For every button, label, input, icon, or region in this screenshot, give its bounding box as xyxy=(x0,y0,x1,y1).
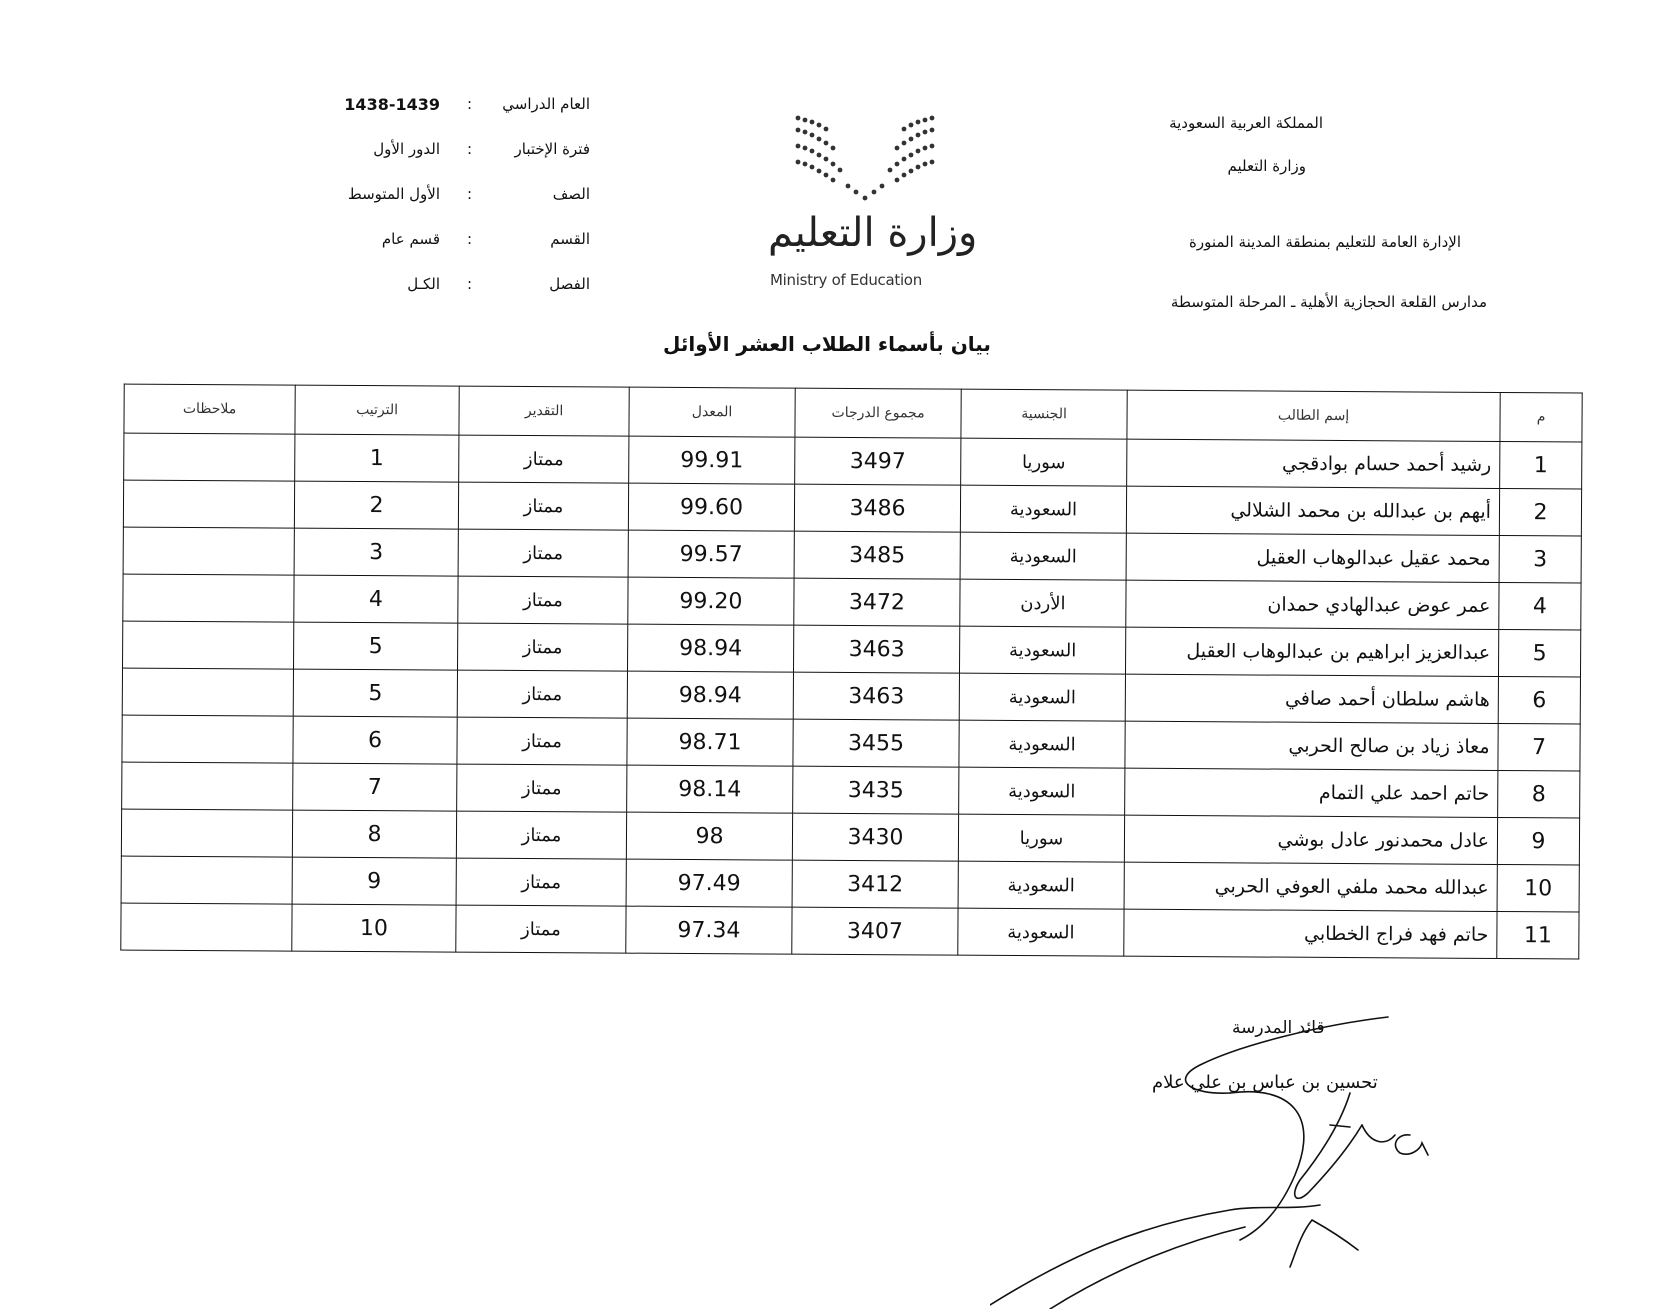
cell-student-name: حاتم فهد فراج الخطابي xyxy=(1124,909,1497,958)
cell-rank: 5 xyxy=(293,669,457,717)
info-value: 1438-1439 xyxy=(344,95,440,114)
cell-number: 6 xyxy=(1498,676,1580,724)
header-notes: ملاحظات xyxy=(124,384,295,434)
cell-rank: 2 xyxy=(294,481,458,529)
cell-total-marks: 3407 xyxy=(792,907,958,955)
cell-notes xyxy=(124,433,295,481)
cell-notes xyxy=(122,762,293,810)
cell-average: 97.34 xyxy=(626,906,792,954)
table-header-row xyxy=(124,384,1582,442)
cell-number: 9 xyxy=(1497,817,1579,865)
cell-notes xyxy=(121,809,292,857)
cell-nationality: السعودية xyxy=(960,532,1126,580)
logo-arabic-text: وزارة التعليم xyxy=(768,210,978,256)
cell-average: 97.49 xyxy=(626,859,792,907)
cell-average: 99.20 xyxy=(628,577,794,625)
cell-total-marks: 3497 xyxy=(795,437,961,485)
cell-student-name: عادل محمدنور عادل بوشي xyxy=(1124,815,1497,864)
info-label: الفصل xyxy=(549,275,590,293)
cell-grade: ممتاز xyxy=(456,905,626,953)
header-rank: الترتيب xyxy=(295,385,459,435)
cell-rank: 3 xyxy=(294,528,458,576)
cell-number: 4 xyxy=(1499,582,1581,630)
info-label: القسم xyxy=(550,230,590,248)
students-table xyxy=(120,384,1582,960)
cell-average: 98 xyxy=(626,812,792,860)
cell-student-name: معاذ زياد بن صالح الحربي xyxy=(1125,721,1498,770)
cell-rank: 7 xyxy=(293,763,457,811)
handwritten-signature-icon xyxy=(990,1005,1510,1309)
cell-rank: 5 xyxy=(294,622,458,670)
cell-number: 2 xyxy=(1499,488,1581,536)
cell-student-name: عبدالعزيز ابراهيم بن عبدالوهاب العقيل xyxy=(1125,627,1498,676)
cell-nationality: الأردن xyxy=(960,579,1126,627)
header-student-name: إسم الطالب xyxy=(1127,390,1500,441)
cell-notes xyxy=(123,480,294,528)
cell-rank: 4 xyxy=(294,575,458,623)
ministry-logo-icon xyxy=(790,108,940,203)
cell-notes xyxy=(121,903,292,951)
cell-average: 99.91 xyxy=(629,436,795,484)
cell-grade: ممتاز xyxy=(457,670,627,718)
cell-rank: 10 xyxy=(292,904,456,952)
info-colon: : xyxy=(466,230,472,248)
cell-notes xyxy=(123,574,294,622)
page-title: بيان بأسماء الطلاب العشر الأوائل xyxy=(663,332,991,356)
cell-number: 11 xyxy=(1497,911,1579,959)
cell-average: 99.60 xyxy=(628,483,794,531)
info-value: الكـل xyxy=(407,275,440,293)
cell-student-name: حاتم احمد علي التمام xyxy=(1125,768,1498,817)
header-average: المعدل xyxy=(629,387,795,437)
cell-number: 10 xyxy=(1497,864,1579,912)
header-number: م xyxy=(1500,392,1582,442)
table-row xyxy=(121,903,1579,959)
info-colon: : xyxy=(466,140,472,158)
info-value: قسم عام xyxy=(381,230,440,248)
cell-total-marks: 3463 xyxy=(793,672,959,720)
header-nationality: الجنسية xyxy=(961,389,1127,439)
cell-average: 98.71 xyxy=(627,718,793,766)
cell-student-name: هاشم سلطان أحمد صافي xyxy=(1125,674,1498,723)
cell-notes xyxy=(122,715,293,763)
cell-number: 7 xyxy=(1498,723,1580,771)
signatory-name: تحسين بن عباس بن علي علام xyxy=(1152,1072,1378,1093)
cell-number: 8 xyxy=(1498,770,1580,818)
ministry-name: وزارة التعليم xyxy=(1227,157,1306,175)
cell-nationality: السعودية xyxy=(959,720,1125,768)
cell-notes xyxy=(122,668,293,716)
info-value: الأول المتوسط xyxy=(347,185,440,203)
cell-total-marks: 3412 xyxy=(792,860,958,908)
cell-student-name: أيهم بن عبدالله بن محمد الشلالي xyxy=(1126,486,1499,535)
cell-average: 99.57 xyxy=(628,530,794,578)
info-value: الدور الأول xyxy=(373,140,440,158)
cell-grade: ممتاز xyxy=(456,858,626,906)
school-name: مدارس القلعة الحجازية الأهلية ـ المرحلة المتوسطة xyxy=(1170,293,1487,311)
header-grade: التقدير xyxy=(459,386,629,436)
cell-total-marks: 3463 xyxy=(793,625,959,673)
cell-nationality: سوريا xyxy=(958,814,1124,862)
cell-total-marks: 3472 xyxy=(794,578,960,626)
cell-total-marks: 3486 xyxy=(794,484,960,532)
cell-rank: 8 xyxy=(292,810,456,858)
cell-total-marks: 3430 xyxy=(792,813,958,861)
cell-grade: ممتاز xyxy=(458,623,628,671)
cell-nationality: سوريا xyxy=(961,438,1127,486)
cell-student-name: رشيد أحمد حسام بوادقجي xyxy=(1127,439,1500,488)
cell-average: 98.14 xyxy=(627,765,793,813)
cell-grade: ممتاز xyxy=(457,764,627,812)
cell-student-name: عمر عوض عبدالهادي حمدان xyxy=(1126,580,1499,629)
cell-nationality: السعودية xyxy=(959,626,1125,674)
cell-grade: ممتاز xyxy=(458,529,628,577)
cell-rank: 6 xyxy=(293,716,457,764)
cell-rank: 1 xyxy=(295,434,459,482)
country-name: المملكة العربية السعودية xyxy=(1169,114,1323,132)
cell-grade: ممتاز xyxy=(456,811,626,859)
cell-grade: ممتاز xyxy=(459,435,629,483)
administration-name: الإدارة العامة للتعليم بمنطقة المدينة المنورة xyxy=(1188,233,1461,251)
cell-nationality: السعودية xyxy=(960,485,1126,533)
cell-nationality: السعودية xyxy=(958,908,1124,956)
cell-total-marks: 3485 xyxy=(794,531,960,579)
cell-rank: 9 xyxy=(292,857,456,905)
cell-nationality: السعودية xyxy=(958,861,1124,909)
info-colon: : xyxy=(466,185,472,203)
info-colon: : xyxy=(466,95,472,113)
cell-nationality: السعودية xyxy=(959,767,1125,815)
cell-grade: ممتاز xyxy=(457,717,627,765)
cell-notes xyxy=(121,856,292,904)
cell-total-marks: 3455 xyxy=(793,719,959,767)
cell-nationality: السعودية xyxy=(959,673,1125,721)
cell-number: 1 xyxy=(1500,441,1582,489)
logo-english-text: Ministry of Education xyxy=(770,271,922,289)
cell-number: 5 xyxy=(1498,629,1580,677)
cell-student-name: محمد عقيل عبدالوهاب العقيل xyxy=(1126,533,1499,582)
info-label: العام الدراسي xyxy=(502,95,590,113)
info-colon: : xyxy=(466,275,472,293)
cell-total-marks: 3435 xyxy=(793,766,959,814)
cell-number: 3 xyxy=(1499,535,1581,583)
cell-notes xyxy=(123,527,294,575)
cell-average: 98.94 xyxy=(627,624,793,672)
header-total-marks: مجموع الدرجات xyxy=(795,388,961,438)
info-label: فترة الإختبار xyxy=(514,140,590,158)
cell-notes xyxy=(123,621,294,669)
info-label: الصف xyxy=(552,185,590,203)
cell-grade: ممتاز xyxy=(458,576,628,624)
cell-grade: ممتاز xyxy=(458,482,628,530)
cell-student-name: عبدالله محمد ملفي العوفي الحربي xyxy=(1124,862,1497,911)
cell-average: 98.94 xyxy=(627,671,793,719)
signatory-title: قائد المدرسة xyxy=(1232,1018,1325,1038)
